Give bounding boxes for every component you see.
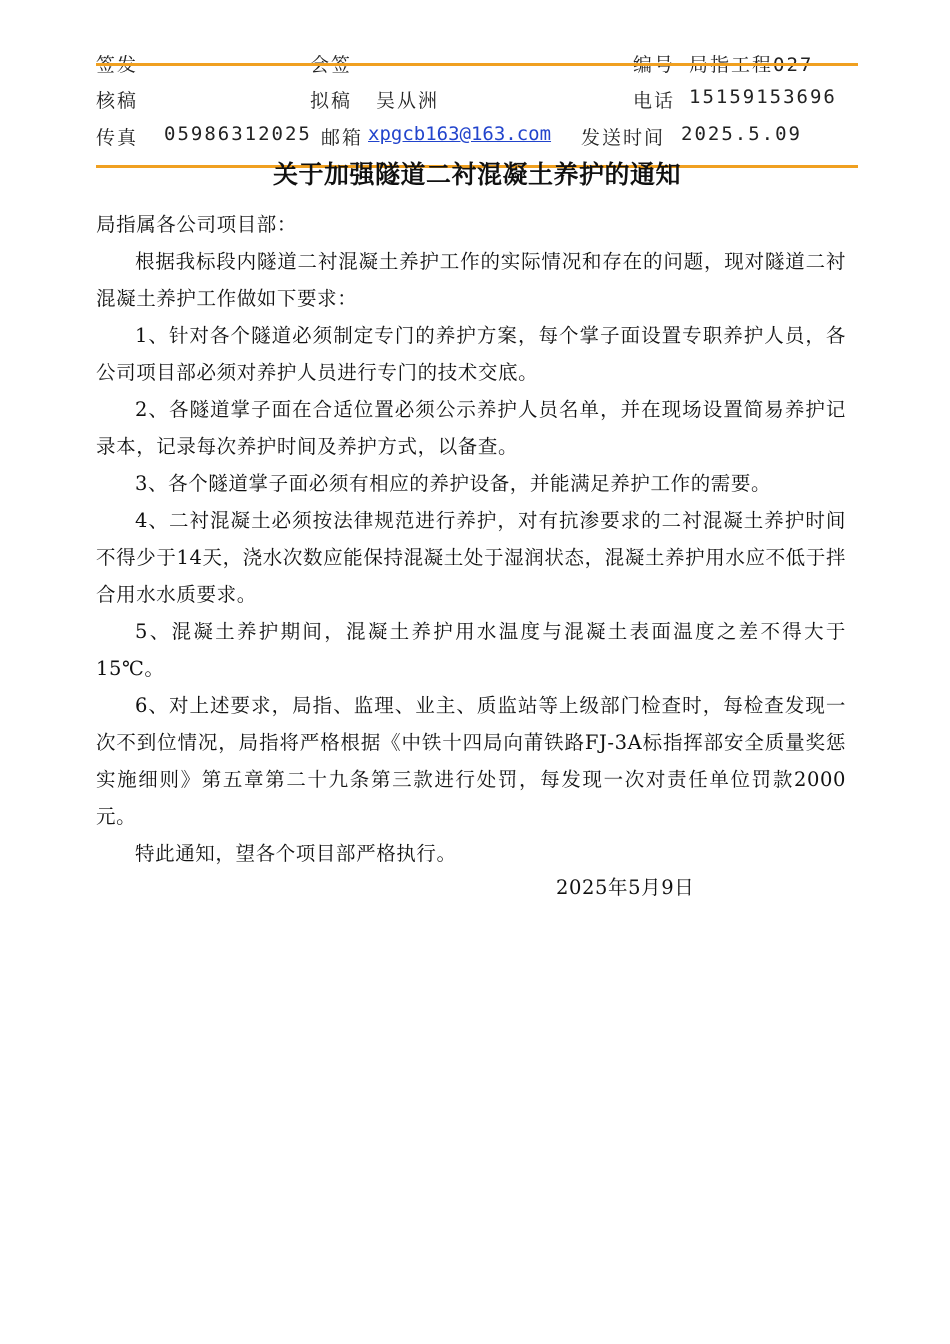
send-time-label: 发送时间 [581,127,666,149]
fax-label: 传真 [96,127,139,149]
email-label: 邮箱 [321,127,364,149]
phone-label: 电话 [633,90,676,112]
requirement-item: 5、混凝土养护期间，混凝土养护用水温度与混凝土表面温度之差不得大于15℃。 [96,620,846,680]
requirement-item: 2、各隧道掌子面在合适位置必须公示养护人员名单，并在现场设置简易养护记录本，记录每次养护时间及养护方式，以备查。 [96,398,846,458]
header-row-review [96,86,856,116]
document-title: 关于加强隧道二衬混凝土养护的通知 [272,160,681,189]
draft-name: 吴从洲 [376,90,440,112]
draft-label: 拟稿 [310,90,353,112]
header-rule-top [96,63,858,66]
intro-paragraph: 根据我标段内隧道二衬混凝土养护工作的实际情况和存在的问题，现对隧道二衬混凝土养护工作做如下要求： [96,250,846,310]
send-time-value: 2025.5.09 [681,123,802,145]
requirement-item: 4、二衬混凝土必须按法律规范进行养护，对有抗渗要求的二衬混凝土养护时间不得少于14天，浇水次数应能保持混凝土处于湿润状态，混凝土养护用水应不低于拌合用水水质要求。 [96,509,846,606]
document-date: 2025年5月9日 [556,876,695,899]
fax-value: 05986312025 [164,123,312,145]
requirement-item: 1、针对各个隧道必须制定专门的养护方案，每个掌子面设置专职养护人员，各公司项目部必须对养护人员进行专门的技术交底。 [96,324,846,384]
phone-value: 15159153696 [689,86,837,108]
email-link[interactable]: xpgcb163@163.com [368,123,552,145]
review-label: 核稿 [96,90,139,112]
salutation: 局指属各公司项目部： [96,213,298,236]
requirement-item: 3、各个隧道掌子面必须有相应的养护设备，并能满足养护工作的需要。 [135,472,772,495]
closing-paragraph: 特此通知，望各个项目部严格执行。 [135,842,457,865]
header-row-contact [96,123,856,153]
document-body [96,206,846,872]
requirement-item: 6、对上述要求，局指、监理、业主、质监站等上级部门检查时，每检查发现一次不到位情况，局指将严格根据《中铁十四局向莆铁路FJ-3A标指挥部安全质量奖惩实施细则》第五章第二十九条第三款进行处罚，每发现一次对责任单位罚款2000元。 [96,694,846,828]
